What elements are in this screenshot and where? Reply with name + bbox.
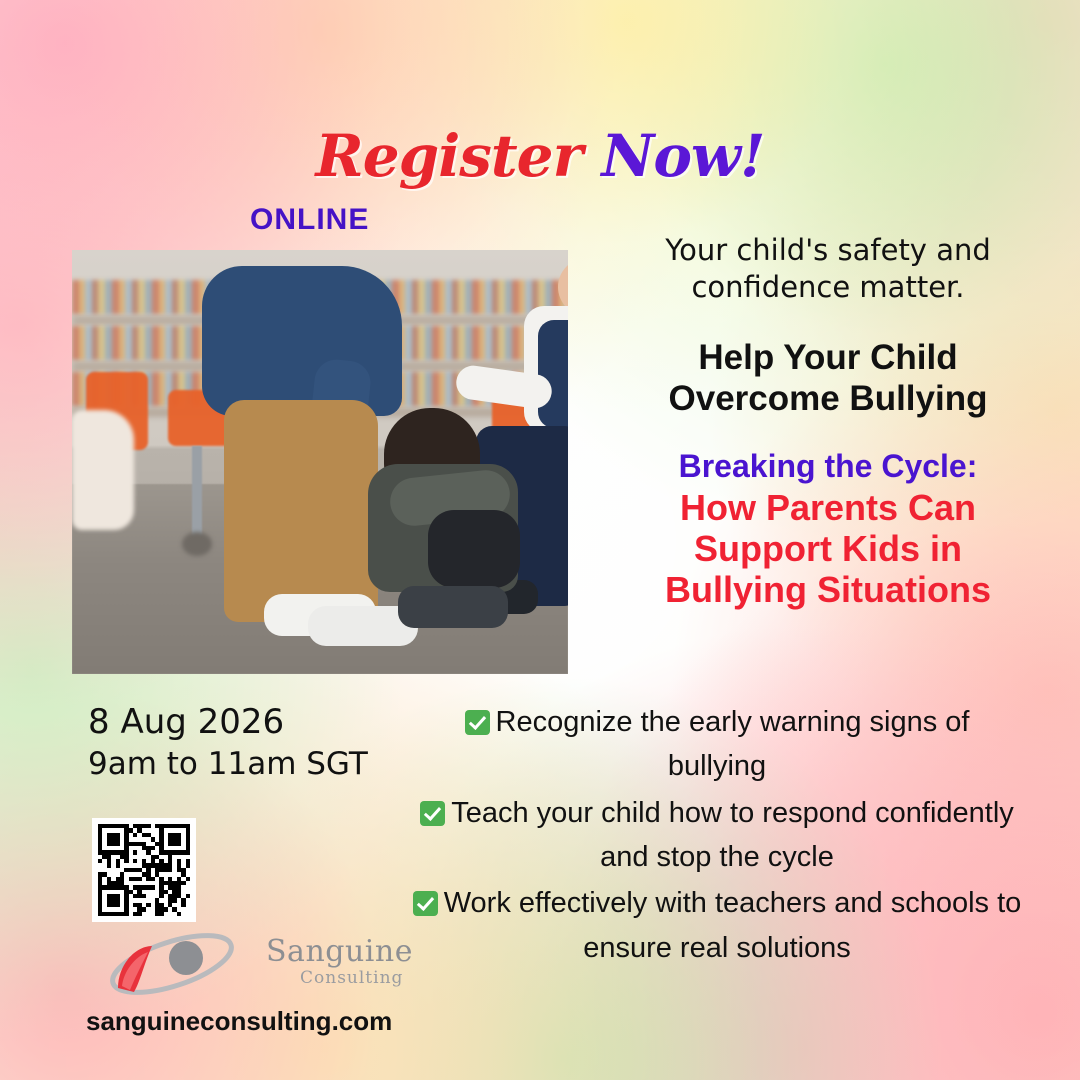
list-item [412, 791, 1022, 880]
brand-name: Sanguine [266, 934, 413, 969]
event-photo [72, 250, 568, 674]
main-heading-line2: Overcome Bullying [668, 378, 988, 418]
list-item [412, 881, 1022, 970]
list-item-label: Recognize the early warning signs of bullying [495, 706, 970, 783]
photo-chair-wheel [182, 532, 212, 556]
main-heading [592, 338, 1064, 419]
photo-victim-knee [428, 510, 520, 588]
photo-victim-shoe [398, 586, 508, 628]
photo-person-seated [72, 410, 134, 530]
online-badge: ONLINE [250, 203, 370, 236]
event-time: 9am to 11am SGT [88, 746, 368, 783]
sanguine-swoosh-icon [100, 930, 260, 1000]
photo-bully-torso [202, 266, 402, 416]
page-title-now: Now! [601, 122, 765, 190]
photo-chair-leg [192, 446, 202, 540]
benefits-list [412, 700, 1022, 972]
brand-logo [100, 930, 413, 1000]
subtitle-primary: Breaking the Cycle: [678, 448, 978, 484]
event-datetime [88, 700, 368, 784]
subtitle-secondary-line3: Bullying Situations [664, 569, 991, 611]
page-title-register: Register [315, 122, 583, 190]
page-title [0, 122, 1080, 190]
subtitle-secondary-line1: How Parents Can [679, 487, 977, 528]
qr-code-pattern [98, 824, 190, 916]
website-link[interactable]: sanguineconsulting.com [86, 1006, 393, 1036]
check-icon [420, 801, 445, 826]
subtitle-secondary-line2: Support Kids in [694, 528, 962, 570]
photo-bully-legs [224, 400, 378, 622]
photo-second-child-vest [538, 320, 568, 428]
check-icon [413, 891, 438, 916]
list-item-label: Work effectively with teachers and schools to ensure real solutions [443, 887, 1022, 964]
check-icon [465, 710, 490, 735]
tagline: Your child's safety and confidence matter. [665, 233, 991, 305]
event-date: 8 Aug 2026 [88, 702, 285, 742]
list-item-label: Teach your child how to respond confidently and stop the cycle [451, 796, 1014, 874]
qr-code[interactable] [92, 818, 196, 922]
list-item [412, 700, 1022, 789]
brand-subtitle: Consulting [300, 968, 404, 988]
main-heading-line1: Help Your Child [698, 338, 958, 377]
subtitle-secondary [580, 487, 1076, 610]
